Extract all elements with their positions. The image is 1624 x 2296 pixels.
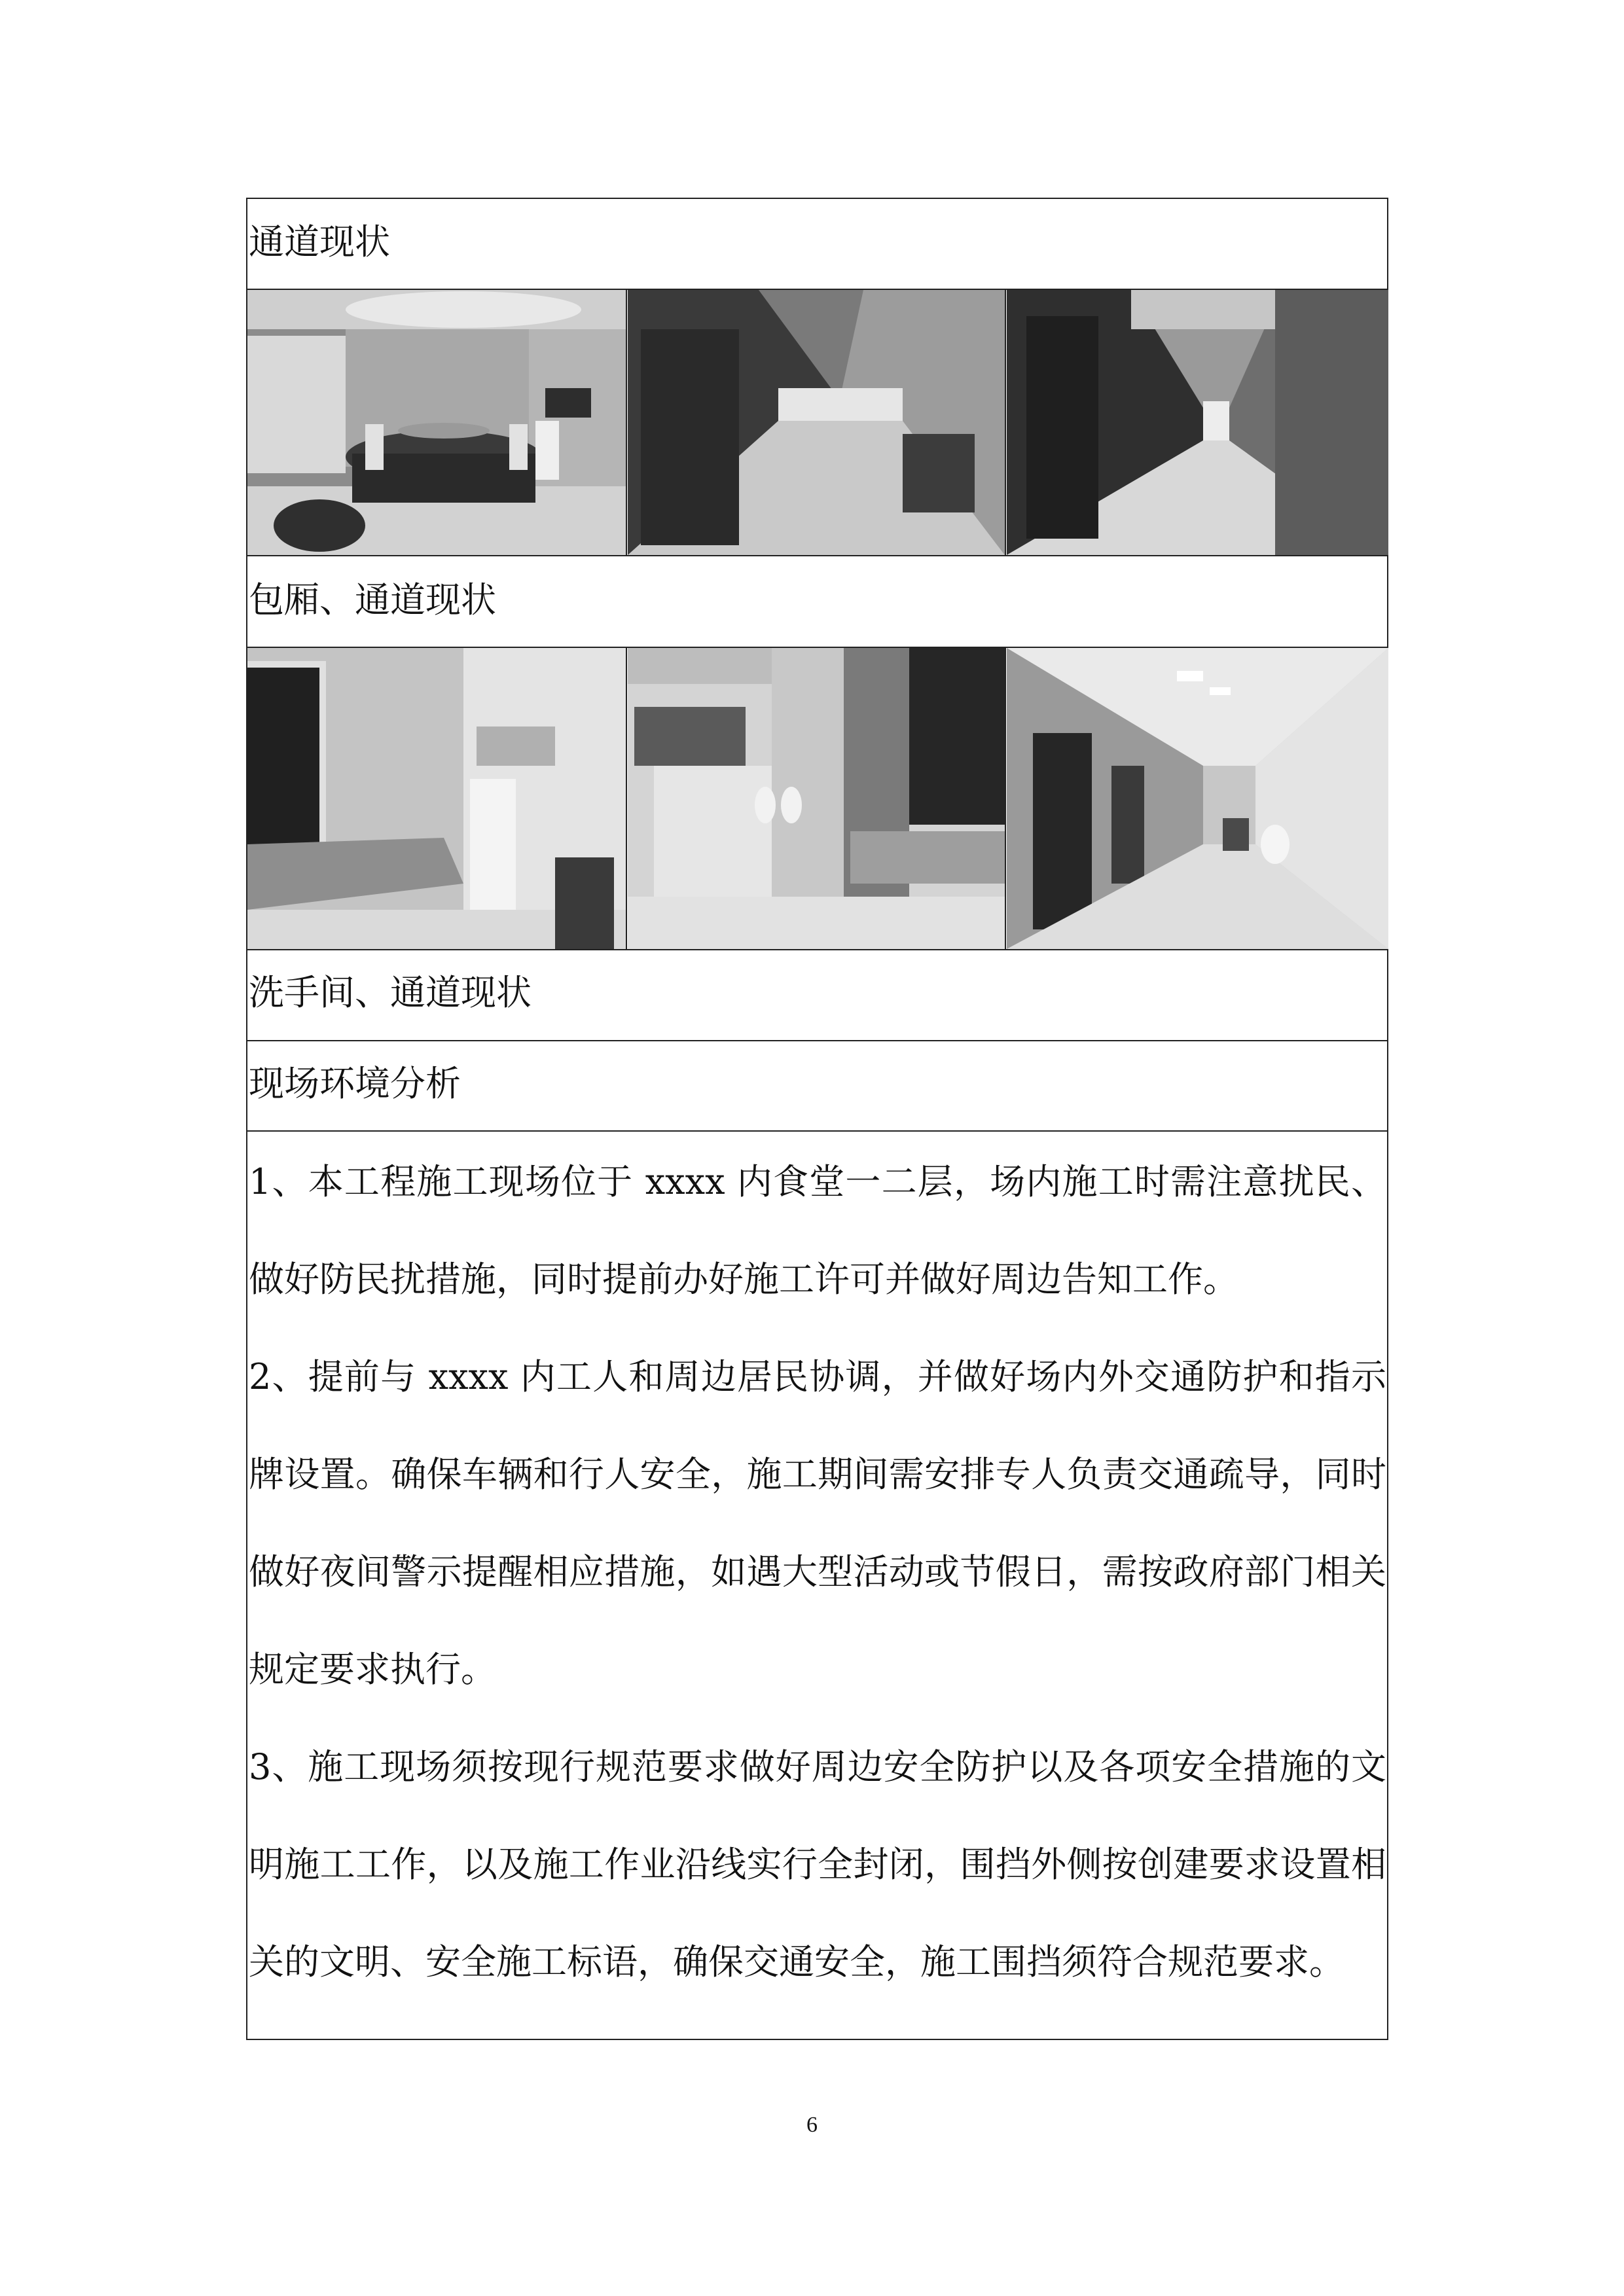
column-divider (626, 648, 627, 949)
photo-washroom-corridor (1007, 648, 1388, 949)
row-divider (247, 555, 1387, 556)
paragraph-3: 3、施工现场须按现行规范要求做好周边安全防护以及各项安全措施的文明施工工作，以及施工作业沿线实行全封闭，围挡外侧按创建要求设置相关的文明、安全施工标语，确保交通安全，施工围挡须符合规范要求。 (249, 1746, 1386, 1982)
row-divider (247, 1130, 1387, 1132)
photo-washroom-sinks (247, 648, 626, 949)
photo-private-room (247, 290, 626, 555)
paragraph-1: 1、本工程施工现场位于 xxxx 内食堂一二层，场内施工时需注意扰民、做好防民扰措施，同时提前办好施工许可并做好周边告知工作。 (249, 1161, 1386, 1300)
analysis-text (249, 1133, 1386, 2011)
section-title: 现场环境分析 (249, 1063, 461, 1104)
caption-row3: 洗手间、通道现状 (249, 972, 532, 1013)
photo-hallway (1007, 290, 1388, 555)
photo-washroom-urinals (628, 648, 1005, 949)
column-divider (1005, 290, 1006, 555)
row-divider (247, 949, 1387, 950)
paragraph-2: 2、提前与 xxxx 内工人和周边居民协调，并做好场内外交通防护和指示牌设置。确保车辆和行人安全，施工期间需安排专人负责交通疏导，同时做好夜间警示提醒相应措施，如遇大型活动或节假日，需按政府部门相关规定要求执行。 (249, 1356, 1386, 1690)
photo-corridor (628, 290, 1005, 555)
content-table (246, 198, 1388, 2040)
caption-row1: 通道现状 (249, 221, 390, 262)
column-divider (1005, 648, 1006, 949)
page-number: 6 (806, 2113, 818, 2137)
caption-row2: 包厢、通道现状 (249, 579, 496, 620)
row-divider (247, 1040, 1387, 1041)
column-divider (626, 290, 627, 555)
